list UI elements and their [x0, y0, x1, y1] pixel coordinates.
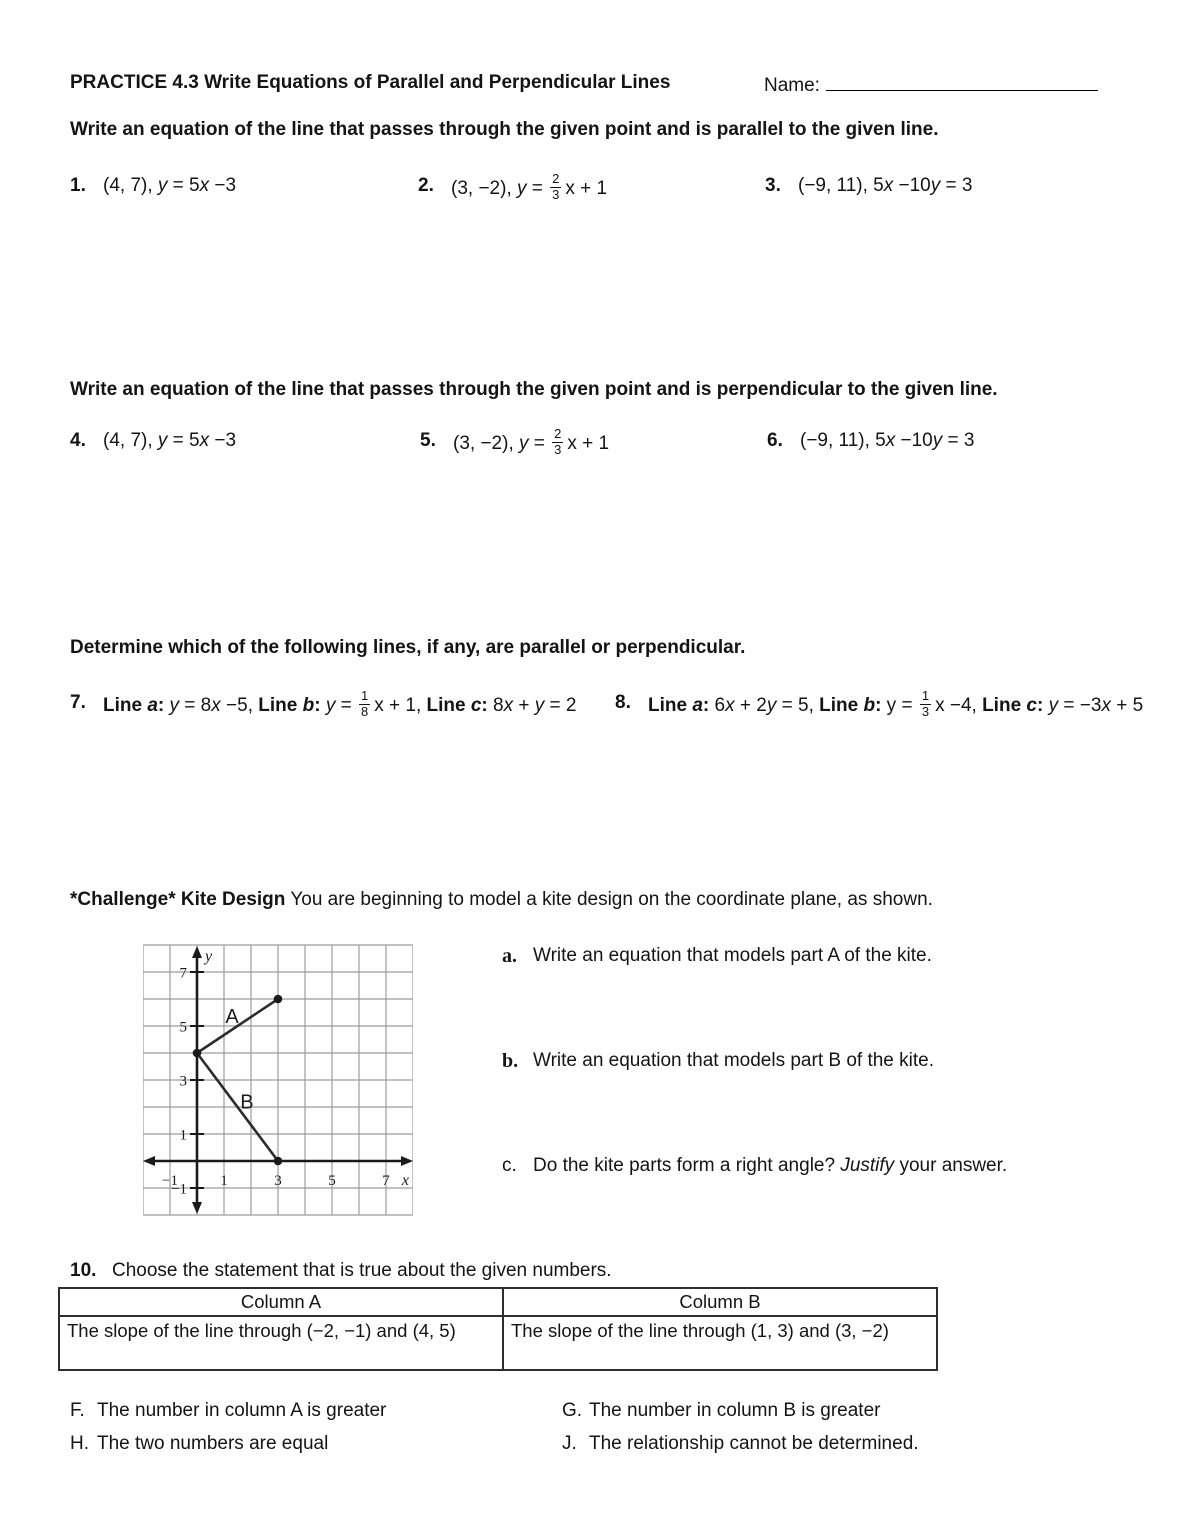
problem-body: Line a: y = 8x −5, Line b: y = $\frac{1}{8}$ x + 1, Line c: 8x + y = 2	[103, 688, 577, 719]
name-field	[764, 71, 1098, 98]
problem-number: 3.	[765, 175, 781, 196]
y-axis-label: y	[205, 948, 213, 965]
x-axis-label: x	[401, 1172, 409, 1189]
problem-number: 1.	[70, 175, 86, 196]
column-b-cell: The slope of the line through (1, 3) and (3, −2)	[503, 1316, 937, 1370]
choice-text: The number in column B is greater	[589, 1400, 881, 1421]
section-parallel-heading: Write an equation of the line that passes through the given point and is parallel to the given line.	[70, 119, 939, 140]
y-tick-label: 5	[179, 1019, 187, 1036]
choice-f	[70, 1399, 386, 1423]
problem-body: (4, 7), y = 5x −3	[103, 175, 237, 196]
section-determine-heading: Determine which of the following lines, if any, are parallel or perpendicular.	[70, 637, 746, 658]
choice-text: The number in column A is greater	[97, 1400, 387, 1421]
name-label: Name:	[764, 75, 820, 96]
challenge-item-b	[502, 1049, 1162, 1074]
problem-body: (4, 7), y = 5x −3	[103, 430, 237, 451]
choice-letter: J.	[562, 1433, 577, 1454]
problem-number: 5.	[420, 430, 436, 451]
x-axis-right-arrow	[401, 1156, 413, 1166]
x-tick-label: 7	[382, 1173, 390, 1189]
plotted-point	[274, 1157, 283, 1166]
kite-graph-svg	[143, 943, 413, 1217]
x-tick-label: −1	[162, 1173, 178, 1189]
problem-body: (−9, 11), 5x −10y = 3	[798, 175, 973, 196]
problem-body: (−9, 11), 5x −10y = 3	[800, 430, 975, 451]
x-tick-label: 3	[274, 1173, 282, 1189]
challenge-item-text: Do the kite parts form a right angle? Justify your answer.	[533, 1155, 1008, 1176]
choice-text: The two numbers are equal	[97, 1433, 329, 1454]
problem-number: 7.	[70, 692, 86, 713]
x-tick-label: 1	[220, 1173, 228, 1189]
x-tick-label: 5	[328, 1173, 336, 1189]
challenge-item-a	[502, 944, 1162, 969]
choice-j	[562, 1432, 919, 1456]
choice-letter: F.	[70, 1400, 85, 1421]
column-a-cell: The slope of the line through (−2, −1) and (4, 5)	[59, 1316, 503, 1370]
choice-letter: G.	[562, 1400, 583, 1421]
problem-number: 6.	[767, 430, 783, 451]
choice-text: The relationship cannot be determined.	[589, 1433, 919, 1454]
question-number: 10.	[70, 1260, 97, 1281]
choice-letter: H.	[70, 1433, 89, 1454]
challenge-item-letter: c.	[502, 1155, 517, 1176]
problem-8	[615, 688, 1144, 721]
challenge-heading	[70, 888, 933, 912]
y-tick-label: 1	[179, 1127, 187, 1144]
column-b-header: Column B	[503, 1288, 937, 1316]
y-tick-label: 7	[179, 965, 187, 982]
challenge-item-text: Write an equation that models part A of the kite.	[533, 945, 932, 966]
problem-body: Line a: 6x + 2y = 5, Line b: y = $\frac{1}{3}$ x −4, Line c: y = −3x + 5	[648, 688, 1144, 719]
plotted-point	[193, 1049, 202, 1058]
problem-body: (3, −2), y = $\frac{2}{3}$ x + 1	[451, 171, 608, 202]
problem-number: 8.	[615, 692, 631, 713]
problem-6	[767, 429, 974, 453]
choice-g	[562, 1399, 880, 1423]
y-tick-label: −1	[171, 1181, 187, 1198]
kite-graph	[143, 943, 413, 1224]
section-perpendicular-heading: Write an equation of the line that passes through the given point and is perpendicular to the given line.	[70, 379, 998, 400]
question-10	[70, 1259, 612, 1283]
challenge-item-text: Write an equation that models part B of the kite.	[533, 1050, 934, 1071]
table-row	[59, 1316, 937, 1370]
challenge-item-c	[502, 1154, 1162, 1178]
challenge-item-letter: a.	[502, 945, 517, 967]
problem-body: (3, −2), y = $\frac{2}{3}$ x + 1	[453, 426, 610, 457]
name-blank[interactable]	[826, 71, 1098, 91]
question-text: Choose the statement that is true about the given numbers.	[112, 1260, 612, 1281]
page-title: PRACTICE 4.3 Write Equations of Parallel and Perpendicular Lines	[70, 72, 671, 93]
y-tick-label: 3	[179, 1073, 187, 1090]
problem-number: 4.	[70, 430, 86, 451]
problem-3	[765, 174, 972, 198]
problem-1	[70, 174, 236, 198]
segment-label-B: B	[240, 1091, 254, 1114]
comparison-table	[58, 1287, 938, 1371]
challenge-heading-bold: *Challenge* Kite Design	[70, 889, 286, 910]
problem-5	[420, 426, 610, 459]
segment-label-A: A	[225, 1005, 239, 1028]
problem-4	[70, 429, 236, 453]
y-axis-bottom-arrow	[192, 1202, 202, 1214]
choice-h	[70, 1432, 328, 1456]
challenge-heading-rest: You are beginning to model a kite design on the coordinate plane, as shown.	[285, 889, 933, 910]
plotted-point	[274, 995, 283, 1004]
challenge-item-letter: b.	[502, 1050, 519, 1072]
y-axis-top-arrow	[192, 946, 202, 958]
problem-2	[418, 171, 608, 204]
x-axis-left-arrow	[143, 1156, 155, 1166]
problem-number: 2.	[418, 175, 434, 196]
table-header-row	[59, 1288, 937, 1316]
column-a-header: Column A	[59, 1288, 503, 1316]
problem-7	[70, 688, 577, 721]
